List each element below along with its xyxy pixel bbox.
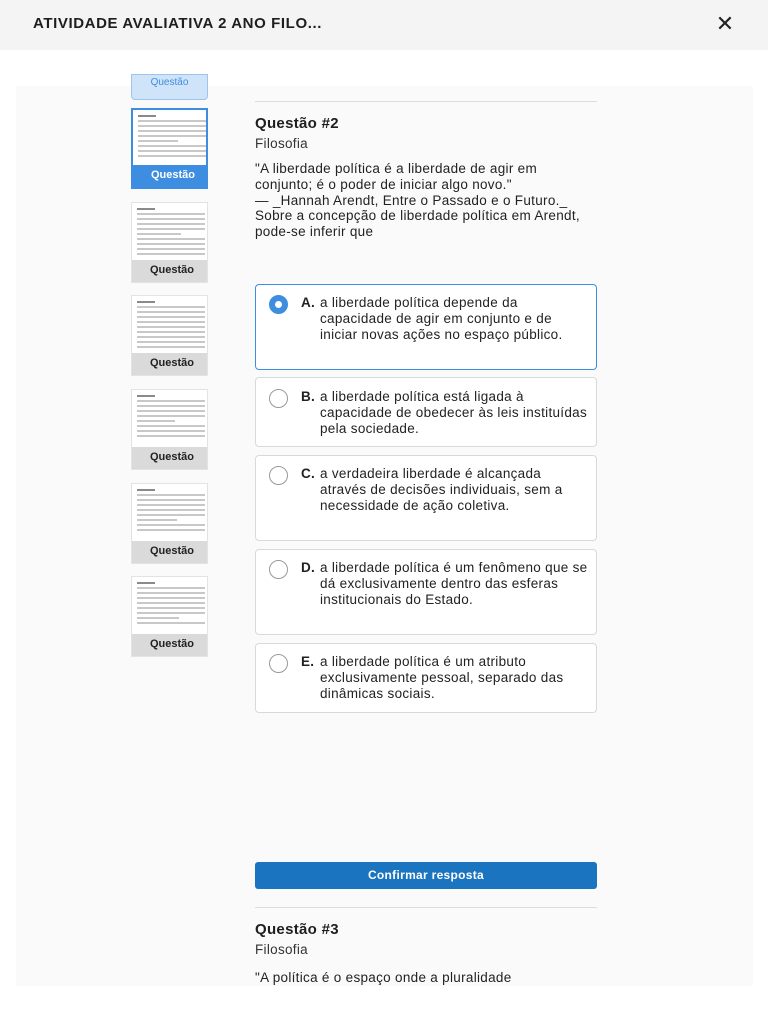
thumbnail-question-6[interactable] <box>131 483 208 564</box>
thumbnail-preview <box>137 301 205 351</box>
question-subject: Filosofia <box>255 942 308 957</box>
question-text: "A política é o espaço onde a pluralidade <box>255 970 512 985</box>
option-b[interactable] <box>255 377 597 447</box>
thumbnail-question-2[interactable] <box>131 108 208 189</box>
thumbnail-preview <box>137 395 205 440</box>
top-bar <box>0 0 768 50</box>
thumbnail-label: Questão <box>132 260 207 282</box>
question-text <box>255 161 597 240</box>
option-letter: C. <box>301 466 316 481</box>
option-letter: E. <box>301 654 315 669</box>
option-text: a verdadeira liberdade é alcançada através de decisões individuais, sem a necessidade de ação coletiva. <box>320 466 563 513</box>
thumbnail-label: Questão <box>133 165 206 187</box>
thumbnail-preview <box>137 582 205 627</box>
thumbnail-question-7[interactable] <box>131 576 208 657</box>
question-subject: Filosofia <box>255 136 308 151</box>
divider <box>255 101 597 102</box>
option-d[interactable] <box>255 549 597 635</box>
confirm-answer-button[interactable]: Confirmar resposta <box>255 862 597 889</box>
radio-selected-icon[interactable] <box>269 295 288 314</box>
radio-icon[interactable] <box>269 389 288 408</box>
question-title: Questão #3 <box>255 921 339 938</box>
option-text: a liberdade política depende da capacidade de agir em conjunto e de iniciar novas ações no espaço público. <box>320 295 563 342</box>
option-letter: B. <box>301 389 316 404</box>
content-area <box>16 77 753 986</box>
question-citation: — _Hannah Arendt, Entre o Passado e o Futuro._ <box>255 192 568 208</box>
thumbnail-preview <box>137 208 205 258</box>
thumbnail-label: Questão <box>132 541 207 563</box>
thumbnail-preview <box>138 115 206 160</box>
divider <box>255 907 597 908</box>
thumbnail-label: Questão <box>132 353 207 375</box>
thumbnail-question-5[interactable] <box>131 389 208 470</box>
radio-icon[interactable] <box>269 654 288 673</box>
option-e[interactable] <box>255 643 597 713</box>
thumbnail-question-4[interactable] <box>131 295 208 376</box>
thumbnail-preview <box>137 489 205 534</box>
option-text: a liberdade política está ligada à capacidade de obedecer às leis instituídas pela sociedade. <box>320 389 588 436</box>
option-c[interactable] <box>255 455 597 541</box>
close-icon[interactable]: ✕ <box>715 11 735 36</box>
thumbnail-label: Questão <box>132 447 207 469</box>
thumbnail-label: Questão <box>132 634 207 656</box>
question-title: Questão #2 <box>255 115 339 132</box>
radio-icon[interactable] <box>269 560 288 579</box>
thumbnail-question-3[interactable] <box>131 202 208 283</box>
option-letter: A. <box>301 295 316 310</box>
thumbnail-question-1[interactable] <box>131 74 208 100</box>
option-text: a liberdade política é um fenômeno que se dá exclusivamente dentro das esferas institucionais do Estado. <box>320 560 588 607</box>
question-quote: "A liberdade política é a liberdade de agir em conjunto; é o poder de iniciar algo novo." <box>255 161 538 192</box>
radio-icon[interactable] <box>269 466 288 485</box>
option-text: a liberdade política é um atributo exclusivamente pessoal, separado das dinâmicas sociais. <box>320 654 564 701</box>
question-block <box>255 115 597 240</box>
option-a[interactable] <box>255 284 597 370</box>
question-prompt: Sobre a concepção de liberdade política em Arendt, pode-se inferir que <box>255 208 580 240</box>
option-letter: D. <box>301 560 316 575</box>
page-title: ATIVIDADE AVALIATIVA 2 ANO FILO... <box>33 15 323 32</box>
next-question-block <box>255 921 597 986</box>
thumbnail-label: Questão <box>150 77 189 88</box>
